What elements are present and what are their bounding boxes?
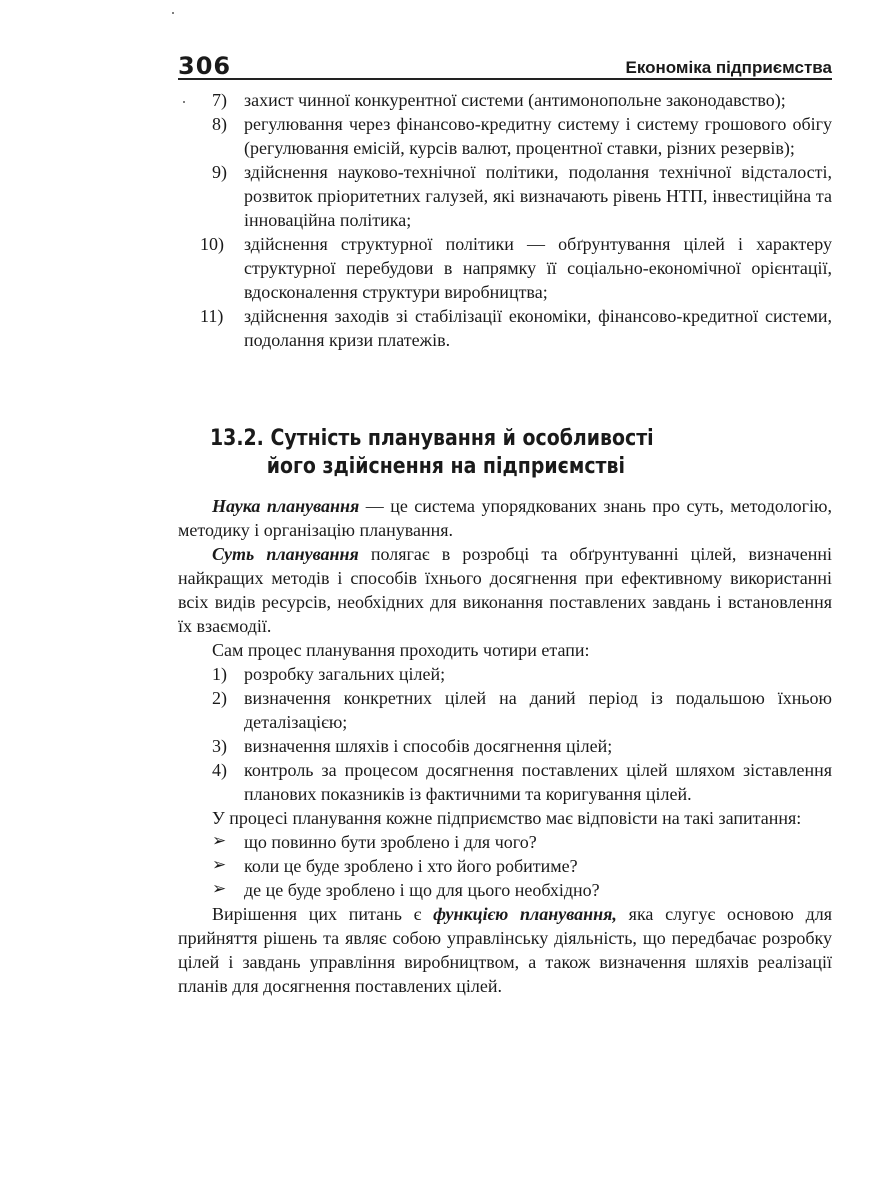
list-item	[178, 160, 832, 232]
list-item	[178, 878, 832, 902]
paragraph-text: — це система упорядкованих знань про суть, методологію, методику і організацію планування.	[178, 496, 832, 540]
list-item	[178, 830, 832, 854]
list-item	[178, 662, 832, 686]
list-item-text: розробку загальних цілей;	[244, 664, 446, 684]
section-heading	[210, 425, 692, 481]
list-item-text: визначення шляхів і способів досягнення цілей;	[244, 736, 613, 756]
list-item-number: 9)	[212, 162, 227, 182]
paragraph-essence	[178, 542, 832, 638]
list-item-text: коли це буде зроблено і хто його робитиме?	[244, 856, 578, 876]
list-item-text: де це буде зроблено і що для цього необхідно?	[244, 880, 600, 900]
list-item-number: 7)	[212, 90, 227, 110]
term: функцією планування,	[433, 904, 617, 924]
list-item	[178, 112, 832, 160]
list-item-number: 3)	[212, 736, 227, 756]
list-item-text: здійснення заходів зі стабілізації економіки, фінансово-кредитної системи, подолання кризи платежів.	[244, 306, 832, 350]
section-heading-line-2: його здійснення на підприємстві	[266, 454, 625, 479]
list-item-text: регулювання через фінансово-кредитну систему і систему грошового обігу (регулювання емісій, курсів валют, процентної ставки, різних резервів);	[244, 114, 832, 158]
paragraph-text: Вирішення цих питань є	[212, 904, 434, 924]
page-number: 306	[178, 52, 232, 80]
list-item	[178, 232, 832, 304]
section-heading-line-1: 13.2. Сутність планування й особливості	[210, 426, 654, 451]
list-item-text: визначення конкретних цілей на даний період із подальшою їхньою деталізацією;	[244, 688, 832, 732]
section-body	[178, 494, 832, 998]
paragraph-planning-function	[178, 902, 832, 998]
arrow-bullet-icon: ➢	[212, 831, 227, 851]
list-item	[178, 304, 832, 352]
list-item	[178, 854, 832, 878]
paragraph-questions-intro: У процесі планування кожне підприємство має відповісти на такі запитання:	[212, 808, 802, 828]
list-item-text: контроль за процесом досягнення поставлених цілей шляхом зіставлення планових показників із фактичними та коригування цілей.	[244, 760, 832, 804]
paragraph-text: полягає в розробці та обґрунтуванні цілей, визначенні найкращих методів і способів їхнього досягнення при ефективному використанні всіх видів ресурсів, необхідних для виконання поставлених завдань і встановлення їх взаємодії.	[178, 544, 832, 636]
paragraph-text: яка слугує основою для прийняття рішень та являє собою управлінську діяльність, що передбачає розробку цілей і завдань управління виробництвом, а також визначення шляхів реалізації планів для досягнення поставлених цілей.	[178, 904, 832, 996]
list-item-text: що повинно бути зроблено і для чого?	[244, 832, 537, 852]
list-item	[178, 734, 832, 758]
list-item-number: 2)	[212, 688, 227, 708]
paragraph-definition	[178, 494, 832, 542]
header-rule	[178, 78, 832, 80]
list-item-number: 11)	[200, 306, 224, 326]
stages-list	[178, 662, 832, 806]
arrow-bullet-icon: ➢	[212, 879, 227, 899]
page-header	[178, 52, 832, 80]
list-item	[178, 758, 832, 806]
list-item-text: захист чинної конкурентної системи (антимонопольне законодавство);	[244, 90, 786, 110]
paragraph-stages-intro: Сам процес планування проходить чотири етапи:	[212, 640, 590, 660]
list-item-number: 8)	[212, 114, 227, 134]
list-item-number: 10)	[200, 234, 224, 254]
list-item	[178, 88, 832, 112]
term: Наука планування	[212, 496, 360, 516]
list-item-text: здійснення науково-технічної політики, подолання технічної відсталості, розвиток пріоритетних галузей, які визначають рівень НТП, інвестиційна та інноваційна політика;	[244, 162, 832, 230]
list-item-number: 4)	[212, 760, 227, 780]
scan-speck	[172, 12, 174, 14]
arrow-bullet-icon: ➢	[212, 855, 227, 875]
list-item-number: 1)	[212, 664, 227, 684]
list-item-text: здійснення структурної політики — обґрунтування цілей і характеру структурної перебудови в напрямку її соціально-економічної орієнтації, вдосконалення структури виробництва;	[244, 234, 832, 302]
running-title: Економіка підприємства	[625, 58, 832, 77]
continued-list	[178, 88, 832, 352]
questions-list	[178, 830, 832, 902]
list-item	[178, 686, 832, 734]
term: Суть планування	[212, 544, 359, 564]
